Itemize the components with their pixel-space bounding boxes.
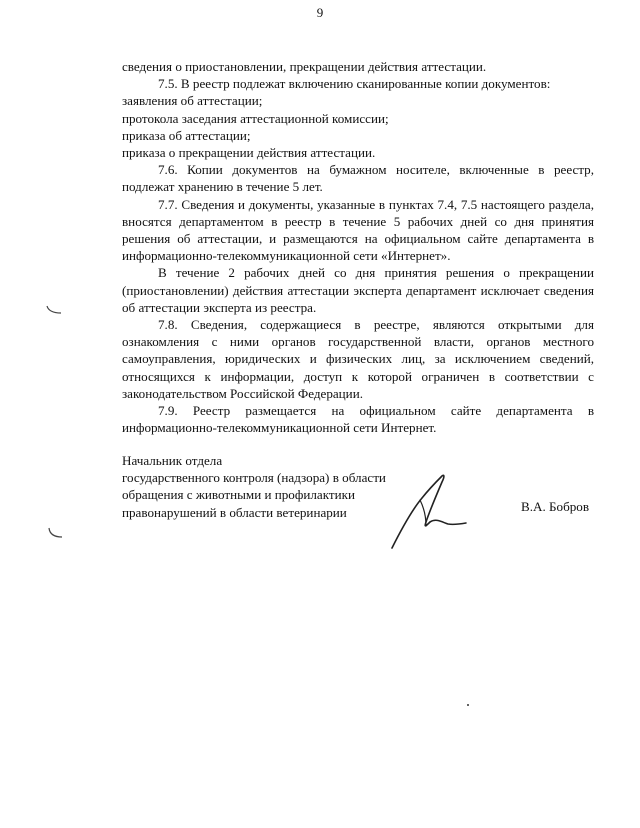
signatory-title-line: государственного контроля (надзора) в области [122,470,386,486]
paragraph: 7.7. Сведения и документы, указанные в пунктах 7.4, 7.5 настоящего раздела, вносятся департаментом в реестр в течение 5 рабочих дней со дня принятия решения об аттестации, и размещаются на официальном сайте департамента в информационно-телекоммуникационной сети «Интернет». [122,196,594,264]
handwritten-signature [386,470,476,552]
list-item: протокола заседания аттестационной комиссии; [122,110,389,126]
paragraph: 7.8. Сведения, содержащиеся в реестре, являются открытыми для ознакомления с ними органов государственной власти, органов местного самоуправления, юридических и физических лиц, за исключением сведений, относящихся к информации, доступ к которой ограничен в соответствии с законодательством Российской Федерации. [122,317,594,401]
paragraph: В течение 2 рабочих дней со дня принятия решения о прекращении (приостановлении) действия аттестации эксперта департамент исключает сведения об аттестации эксперта из реестра. [122,265,594,315]
list-item: заявления об аттестации; [122,93,263,109]
list-item: приказа о прекращении действия аттестации. [122,145,376,161]
signatory-title-line: обращения с животными и профилактики [122,487,355,503]
signatory-name: В.А. Бобров [521,499,590,514]
paragraph: 7.5. В реестр подлежат включению сканированные копии документов: [158,76,551,92]
page-number: 9 [316,5,324,20]
paragraph: 7.6. Копии документов на бумажном носителе, включенные в реестр, подлежат хранению в течение 5 лет. [122,162,594,195]
signatory-title-line: правонарушений в области ветеринарии [122,504,347,520]
list-item: приказа об аттестации; [122,127,251,143]
margin-mark [44,304,64,316]
signatory-title-line: Начальник отдела [122,453,223,468]
paragraph: 7.9. Реестр размещается на официальном сайте департамента в информационно-телекоммуникационной сети Интернет. [122,403,594,436]
document-body [122,58,594,436]
scan-speck [467,704,469,706]
margin-mark [46,526,66,540]
signatory-title [122,452,422,521]
paragraph: сведения о приостановлении, прекращении действия аттестации. [122,59,487,74]
